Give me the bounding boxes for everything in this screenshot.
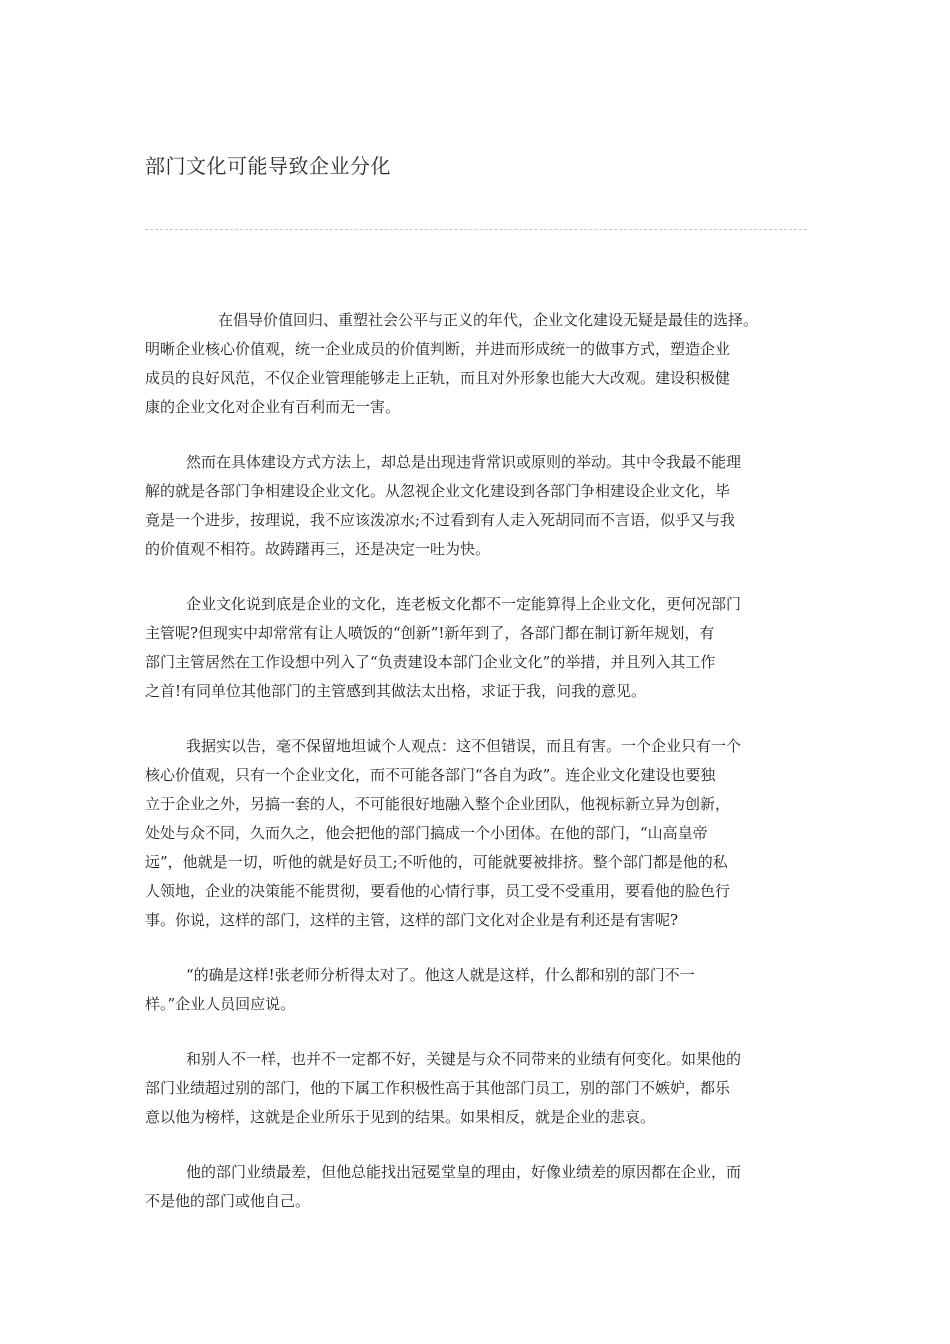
text-line: 核心价值观，只有一个企业文化，而不可能各部门“各自为政”。连企业文化建设也要独 <box>145 766 716 784</box>
text-line: 成员的良好风范，不仅企业管理能够走上正轨，而且对外形象也能大大改观。建设积极健 <box>145 369 731 387</box>
text-line: 部门主管居然在工作设想中列入了“负责建设本部门企业文化”的举措，并且列入其工作 <box>145 653 716 671</box>
text-line: 在倡导价值回归、重塑社会公平与正义的年代，企业文化建设无疑是最佳的选择。 <box>218 311 759 329</box>
paragraph-1 <box>145 306 809 422</box>
text-line: 主管呢?但现实中却常常有让人喷饭的“创新”!新年到了，各部门都在制订新年规划，有 <box>145 624 715 642</box>
text-line: “的确是这样!张老师分析得太对了。他这人就是这样，什么都和别的部门不一 <box>186 966 695 984</box>
document-title: 部门文化可能导致企业分化 <box>145 154 391 178</box>
paragraph-2 <box>145 448 809 564</box>
text-line: 立于企业之外，另搞一套的人，不可能很好地融入整个企业团队，他视标新立异为创新， <box>145 795 731 813</box>
text-line: 事。你说，这样的部门，这样的主管，这样的部门文化对企业是有利还是有害呢? <box>145 911 679 929</box>
text-line: 样。”企业人员回应说。 <box>145 995 296 1013</box>
text-line: 明晰企业核心价值观，统一企业成员的价值判断，并进而形成统一的做事方式，塑造企业 <box>145 340 731 358</box>
text-line: 和别人不一样，也并不一定都不好，关键是与众不同带来的业绩有何变化。如果他的 <box>186 1050 742 1068</box>
text-line: 人领地，企业的决策能不能贯彻，要看他的心情行事，员工受不受重用，要看他的脸色行 <box>145 882 731 900</box>
text-line: 竟是一个进步，按理说，我不应该泼凉水;不过看到有人走入死胡同而不言语，似乎又与我 <box>145 511 736 529</box>
text-line: 处处与众不同，久而久之，他会把他的部门搞成一个小团体。在他的部门，“山高皇帝 <box>145 824 708 842</box>
text-line: 企业文化说到底是企业的文化，连老板文化都不一定能算得上企业文化，更何况部门 <box>186 595 742 613</box>
text-line: 之首!有同单位其他部门的主管感到其做法太出格，求证于我，问我的意见。 <box>145 682 647 700</box>
paragraph-4 <box>145 732 809 935</box>
paragraph-6 <box>145 1045 809 1132</box>
text-line: 的价值观不相符。故踌躇再三，还是决定一吐为快。 <box>145 540 491 558</box>
text-line: 他的部门业绩最差，但他总能找出冠冕堂皇的理由，好像业绩差的原因都在企业，而 <box>186 1163 742 1181</box>
text-line: 远”，他就是一切，听他的就是好员工;不听他的，可能就要被排挤。整个部门都是他的私 <box>145 853 728 871</box>
text-line: 然而在具体建设方式方法上，却总是出现违背常识或原则的举动。其中令我最不能理 <box>186 453 742 471</box>
title-divider <box>145 229 807 230</box>
paragraph-7 <box>145 1158 809 1216</box>
text-line: 部门业绩超过别的部门，他的下属工作积极性高于其他部门员工，别的部门不嫉妒，都乐 <box>145 1079 731 1097</box>
text-line: 康的企业文化对企业有百利而无一害。 <box>145 398 401 416</box>
text-line: 意以他为榜样，这就是企业所乐于见到的结果。如果相反，就是企业的悲哀。 <box>145 1108 656 1126</box>
text-line: 不是他的部门或他自己。 <box>145 1192 311 1210</box>
paragraph-3 <box>145 590 809 706</box>
paragraph-5 <box>145 961 809 1019</box>
article-body <box>145 306 809 1242</box>
text-line: 解的就是各部门争相建设企业文化。从忽视企业文化建设到各部门争相建设企业文化，毕 <box>145 482 731 500</box>
text-line: 我据实以告，毫不保留地坦诚个人观点：这不但错误，而且有害。一个企业只有一个 <box>186 737 742 755</box>
